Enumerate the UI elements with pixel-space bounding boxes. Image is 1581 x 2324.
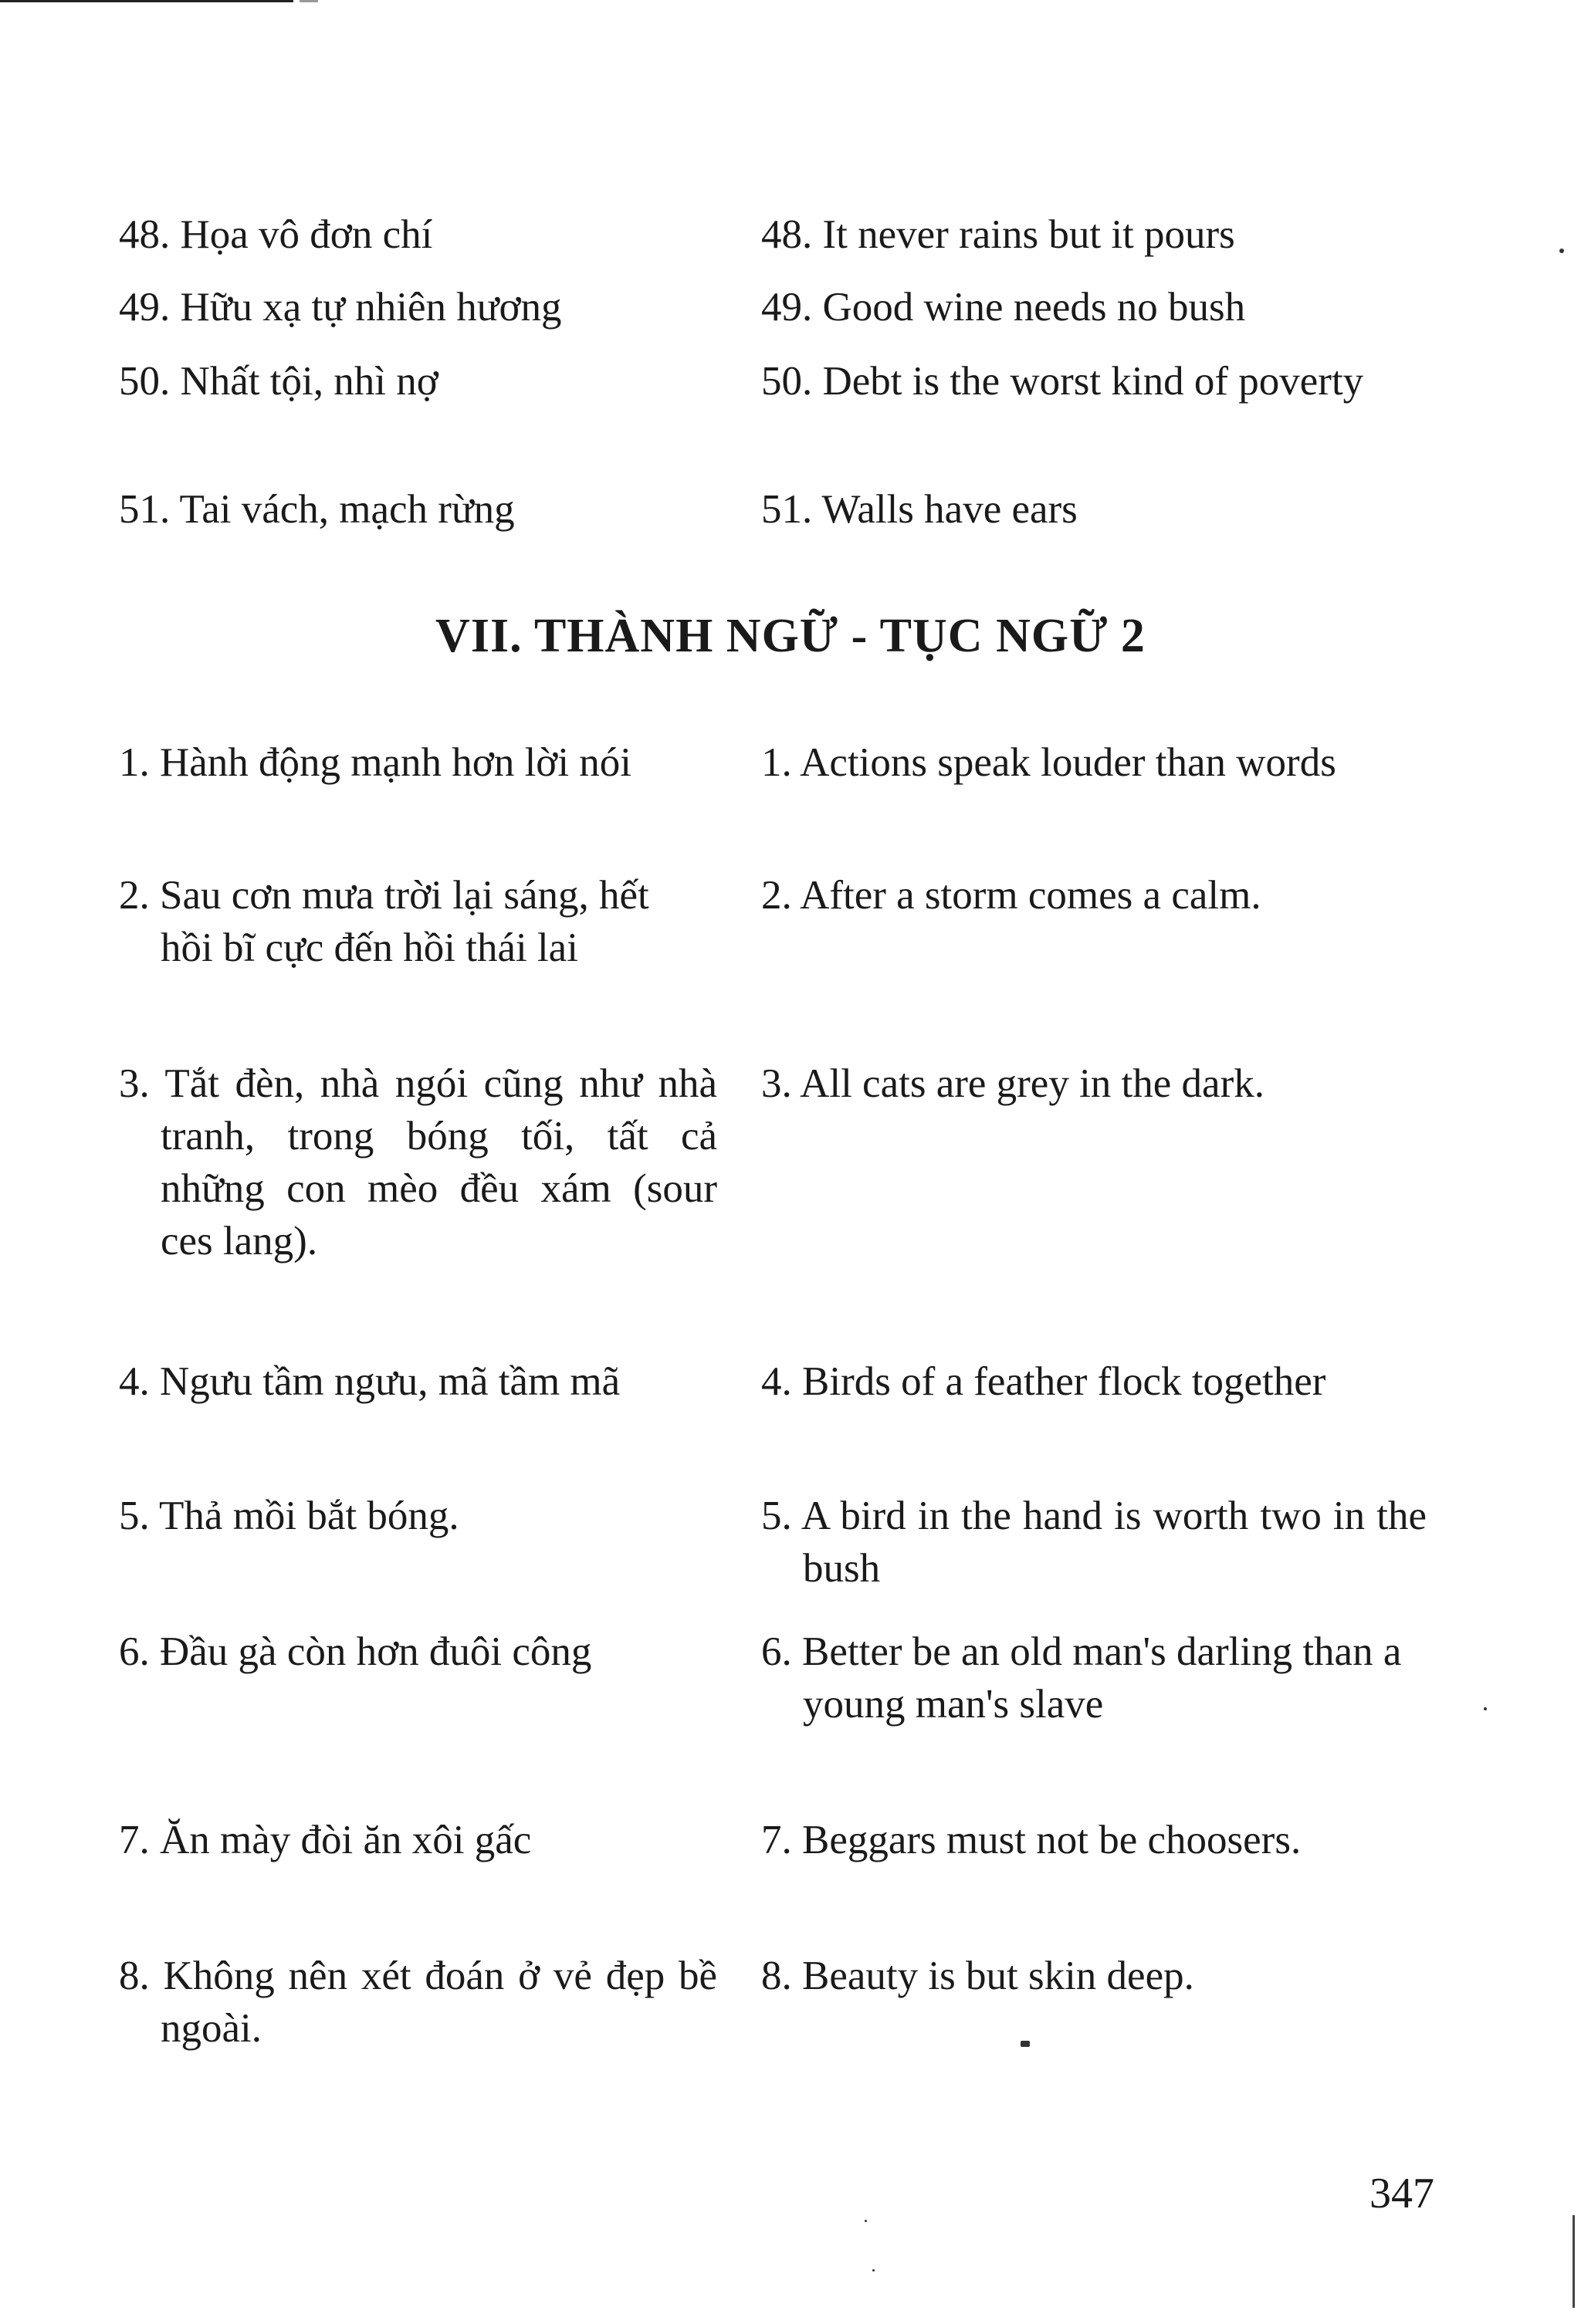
english-proverb: 48. It never rains but it pours <box>761 212 1235 257</box>
section-heading: VII. THÀNH NGỮ - TỤC NGỮ 2 <box>435 610 1146 662</box>
english-proverb: 4. Birds of a feather flock together <box>761 1359 1326 1404</box>
english-proverb: 5. A bird in the hand is worth two in the bush <box>761 1494 1427 1591</box>
english-proverb: 8. Beauty is but skin deep. <box>761 1954 1194 1998</box>
scan-speck <box>865 2220 867 2222</box>
scan-speck <box>872 2269 875 2272</box>
vietnamese-proverb: 49. Hữu xạ tự nhiên hương <box>119 285 562 330</box>
vietnamese-proverb: 3. Tắt đèn, nhà ngói cũng như nhà tranh, trong bóng tối, tất cả những con mèo đều xám (sour ces lang). <box>119 1061 717 1263</box>
vietnamese-proverb: 6. Đầu gà còn hơn đuôi công <box>119 1629 592 1674</box>
scan-speck <box>1484 1707 1487 1710</box>
vietnamese-proverb: 51. Tai vách, mạch rừng <box>119 487 515 532</box>
vietnamese-proverb: 5. Thả mồi bắt bóng. <box>119 1494 459 1538</box>
top-rule-tail <box>300 0 318 2</box>
english-proverb: 51. Walls have ears <box>761 487 1078 532</box>
english-proverb: 7. Beggars must not be choosers. <box>761 1818 1302 1862</box>
english-proverb: 6. Better be an old man's darling than a young man's slave <box>761 1629 1402 1727</box>
vietnamese-proverb: 1. Hành động mạnh hơn lời nói <box>119 740 632 785</box>
english-proverb: 50. Debt is the worst kind of poverty <box>761 359 1364 404</box>
vietnamese-proverb: 50. Nhất tội, nhì nợ <box>119 359 438 404</box>
top-rule <box>0 0 293 2</box>
english-proverb: 49. Good wine needs no bush <box>761 285 1246 330</box>
vietnamese-proverb: 7. Ăn mày đòi ăn xôi gấc <box>119 1818 532 1862</box>
scan-speck <box>1559 249 1564 253</box>
vietnamese-proverb: 4. Ngưu tầm ngưu, mã tầm mã <box>119 1359 621 1404</box>
vietnamese-proverb: 8. Không nên xét đoán ở vẻ đẹp bề ngoài. <box>119 1954 717 2051</box>
english-proverb: 1. Actions speak louder than words <box>761 740 1336 785</box>
page-number: 347 <box>1369 2170 1434 2217</box>
vietnamese-proverb: 2. Sau cơn mưa trời lại sáng, hết hồi bĩ cực đến hồi thái lai <box>119 873 649 970</box>
english-proverb: 3. All cats are grey in the dark. <box>761 1061 1264 1106</box>
scan-edge-line <box>1573 2215 1575 2308</box>
english-proverb: 2. After a storm comes a calm. <box>761 873 1261 918</box>
scan-speck <box>1021 2041 1030 2047</box>
vietnamese-proverb: 48. Họa vô đơn chí <box>119 212 433 257</box>
